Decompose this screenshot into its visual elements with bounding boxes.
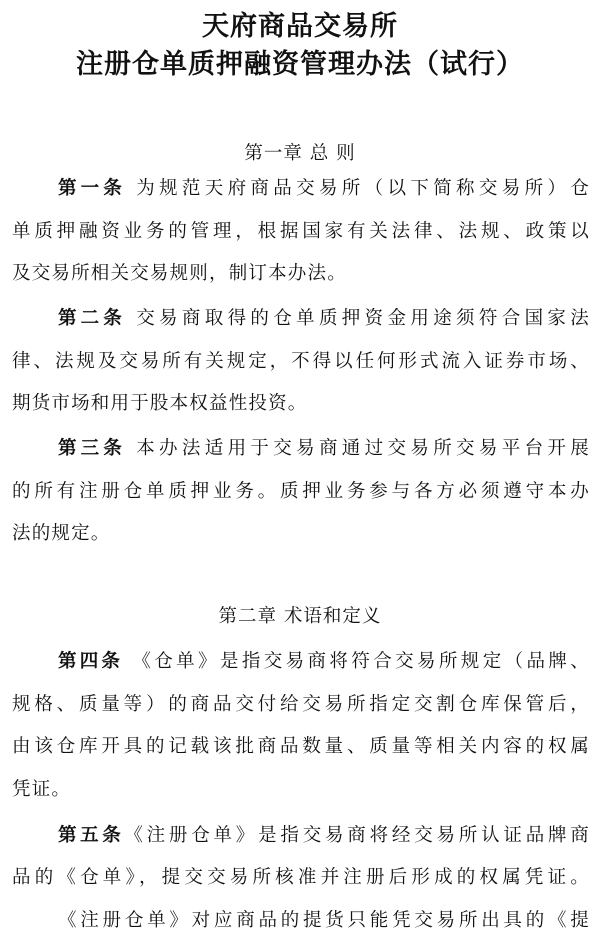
document-title-line1: 天府商品交易所: [202, 11, 398, 42]
article-label: 第三条: [58, 438, 126, 459]
article-text: 为规范天府商品交易所（以下简称交易所）仓: [136, 178, 590, 199]
article-line: [0, 823, 590, 849]
article-line: 律、法规及交易所有关规定，不得以任何形式流入证券市场、: [12, 351, 590, 372]
article-text: 交易商取得的仓单质押资金用途须符合国家法: [136, 308, 590, 329]
article-text: 《注册仓单》是指交易商将经交易所认证品牌商: [124, 825, 590, 846]
article-text: 《仓单》是指交易商将符合交易所规定（品牌、: [132, 651, 590, 672]
article-line: 法的规定。: [12, 523, 111, 544]
article-label: 第二条: [58, 308, 126, 329]
article-line: [0, 649, 590, 675]
article-line: [0, 306, 590, 332]
article-label: 第四条: [58, 651, 124, 672]
document-title-line2: 注册仓单质押融资管理办法（试行）: [76, 49, 524, 80]
article-line: 期货市场和用于股本权益性投资。: [12, 393, 308, 414]
article-label: 第五条: [58, 825, 125, 846]
article-line: 规格、质量等）的商品交付给交易所指定交割仓库保管后，: [12, 694, 590, 715]
article-line: 的所有注册仓单质押业务。质押业务参与各方必须遵守本办: [12, 481, 590, 502]
chapter-heading: 第一章 总 则: [244, 143, 356, 164]
article-line: [0, 176, 590, 202]
article-line: 单质押融资业务的管理，根据国家有关法律、法规、政策以: [12, 221, 590, 242]
article-line: 及交易所相关交易规则，制订本办法。: [12, 263, 347, 284]
article-text: 本办法适用于交易商通过交易所交易平台开展: [136, 438, 590, 459]
article-line: 由该仓库开具的记载该批商品数量、质量等相关内容的权属: [12, 736, 590, 757]
article-label: 第一条: [58, 178, 126, 199]
article-line: [0, 436, 590, 462]
chapter-heading: 第二章 术语和定义: [218, 606, 382, 627]
article-line: 凭证。: [12, 779, 72, 800]
article-line: 品的《仓单》，提交交易所核准并注册后形成的权属凭证。: [12, 867, 590, 888]
article-line: 《注册仓单》对应商品的提货只能凭交易所出具的《提: [58, 910, 590, 931]
